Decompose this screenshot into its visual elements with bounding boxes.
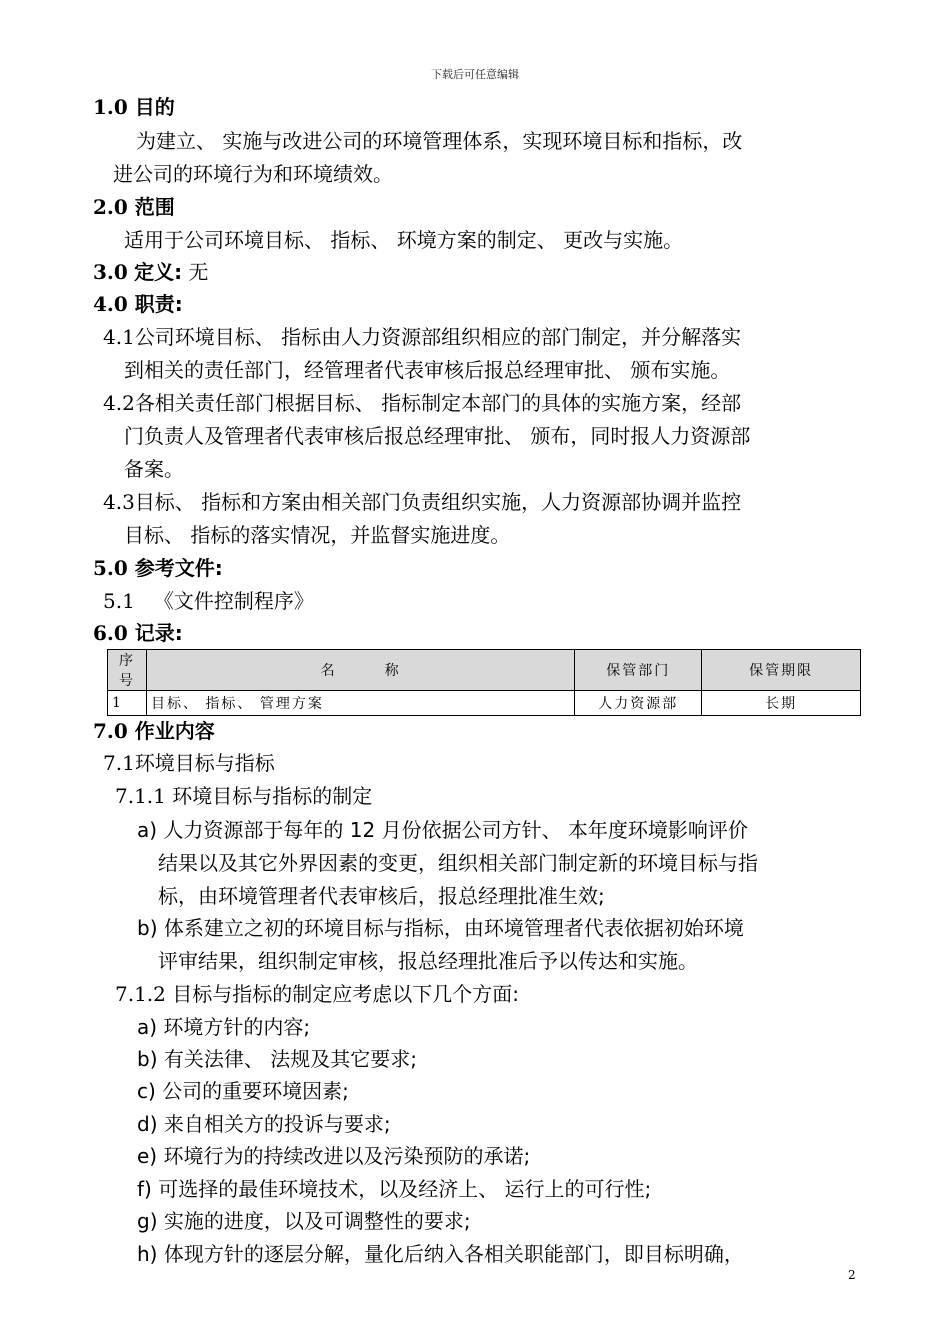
- section-7-number: 7.0: [93, 719, 128, 743]
- table-row: [108, 691, 861, 716]
- section-1-number: 1.0: [93, 95, 128, 119]
- section-7-title: 作业内容: [134, 719, 215, 743]
- section-4-1-line-2: 到相关的责任部门，经管理者代表审核后报总经理审批、 颁布实施。: [124, 358, 731, 382]
- records-cell-name: 目标、 指标、 管理方案: [146, 691, 574, 716]
- section-4-2-line-1: [103, 390, 741, 416]
- list-item: c) 公司的重要环境因素;: [137, 1079, 349, 1103]
- section-7-1-heading: [103, 750, 275, 776]
- item-a-line-2: 结果以及其它外界因素的变更，组织相关部门制定新的环境目标与指: [158, 851, 758, 875]
- list-item: f) 可选择的最佳环境技术，以及经济上、 运行上的可行性;: [137, 1177, 652, 1201]
- list-item: h) 体现方针的逐层分解，量化后纳入各相关职能部门，即目标明确，: [137, 1242, 744, 1266]
- section-4-2-line-3: 备案。: [124, 457, 184, 481]
- section-3-value: 无: [188, 260, 209, 284]
- records-header-retention: 保管期限: [702, 650, 861, 691]
- item-a-line-1: a) 人力资源部于每年的 12 月份依据公司方针、 本年度环境影响评价: [137, 818, 748, 842]
- list-item: g) 实施的进度，以及可调整性的要求;: [137, 1209, 471, 1233]
- section-3-title: 定义:: [134, 260, 183, 284]
- page-number: 2: [848, 1268, 856, 1282]
- section-4-1-line-1: [103, 324, 741, 350]
- list-item: b) 有关法律、 法规及其它要求;: [137, 1047, 417, 1071]
- records-header-department: 保管部门: [575, 650, 702, 691]
- records-table: [107, 649, 861, 716]
- section-7-1-number: 7.1: [103, 751, 135, 775]
- section-4-1-number: 4.1: [103, 325, 135, 349]
- section-5-heading: [93, 555, 223, 581]
- section-4-heading: [93, 291, 183, 317]
- section-7-1-2-heading: [115, 981, 519, 1007]
- section-2-title: 范围: [134, 195, 175, 219]
- section-5-1: [103, 588, 314, 614]
- section-4-3-line-1: [103, 489, 741, 515]
- list-item: d) 来自相关方的投诉与要求;: [137, 1112, 391, 1136]
- section-6-number: 6.0: [93, 621, 128, 645]
- section-5-1-reference: 《文件控制程序》: [153, 589, 314, 613]
- section-7-1-2-title: 目标与指标的制定应考虑以下几个方面:: [172, 982, 519, 1006]
- section-7-1-1-heading: [115, 783, 372, 809]
- item-a-line-3: 标，由环境管理者代表审核后，报总经理批准生效;: [158, 884, 605, 908]
- page-header-note: 下载后可任意编辑: [431, 68, 519, 81]
- section-1-body-line-1: 为建立、 实施与改进公司的环境管理体系，实现环境目标和指标，改: [136, 129, 743, 153]
- section-4-2-line-2: 门负责人及管理者代表审核后报总经理审批、 颁布，同时报人力资源部: [124, 424, 751, 448]
- section-7-1-2-number: 7.1.2: [115, 982, 166, 1006]
- list-item: e) 环境行为的持续改进以及污染预防的承诺;: [137, 1144, 531, 1168]
- section-1-title: 目的: [134, 95, 175, 119]
- section-3-heading: [93, 259, 209, 285]
- section-7-1-1-number: 7.1.1: [115, 784, 166, 808]
- records-header-index: 序号: [108, 650, 147, 691]
- section-4-number: 4.0: [93, 292, 128, 316]
- item-b-line-2: 评审结果，组织制定审核，报总经理批准后予以传达和实施。: [158, 949, 698, 973]
- section-5-number: 5.0: [93, 556, 128, 580]
- section-5-title: 参考文件:: [134, 556, 223, 580]
- section-2-heading: [93, 194, 175, 220]
- section-1-heading: [93, 94, 175, 120]
- section-2-body: 适用于公司环境目标、 指标、 环境方案的制定、 更改与实施。: [124, 228, 684, 252]
- records-table-header-row: [108, 650, 861, 691]
- section-4-title: 职责:: [134, 292, 183, 316]
- section-4-3-text: 目标、 指标和方案由相关部门负责组织实施，人力资源部协调并监控: [134, 490, 742, 514]
- section-4-3-number: 4.3: [103, 490, 135, 514]
- section-4-2-number: 4.2: [103, 391, 135, 415]
- section-5-1-number: 5.1: [103, 589, 135, 613]
- section-4-1-text: 公司环境目标、 指标由人力资源部组织相应的部门制定，并分解落实: [134, 325, 742, 349]
- section-7-1-title: 环境目标与指标: [134, 751, 275, 775]
- list-item: a) 环境方针的内容;: [137, 1015, 311, 1039]
- records-header-name: 名 称: [146, 650, 574, 691]
- section-2-number: 2.0: [93, 195, 128, 219]
- section-7-1-1-title: 环境目标与指标的制定: [172, 784, 373, 808]
- section-6-heading: [93, 620, 183, 646]
- section-4-3-line-2: 目标、 指标的落实情况，并监督实施进度。: [124, 523, 511, 547]
- section-3-number: 3.0: [93, 260, 128, 284]
- records-cell-retention: 长期: [702, 691, 861, 716]
- records-cell-department: 人力资源部: [575, 691, 702, 716]
- section-1-body-line-2: 进公司的环境行为和环境绩效。: [113, 162, 393, 186]
- section-7-heading: [93, 718, 215, 744]
- item-b-line-1: b) 体系建立之初的环境目标与指标，由环境管理者代表依据初始环境: [137, 916, 744, 940]
- section-4-2-text: 各相关责任部门根据目标、 指标制定本部门的具体的实施方案，经部: [134, 391, 742, 415]
- section-6-title: 记录:: [134, 621, 183, 645]
- records-cell-index: 1: [108, 691, 147, 716]
